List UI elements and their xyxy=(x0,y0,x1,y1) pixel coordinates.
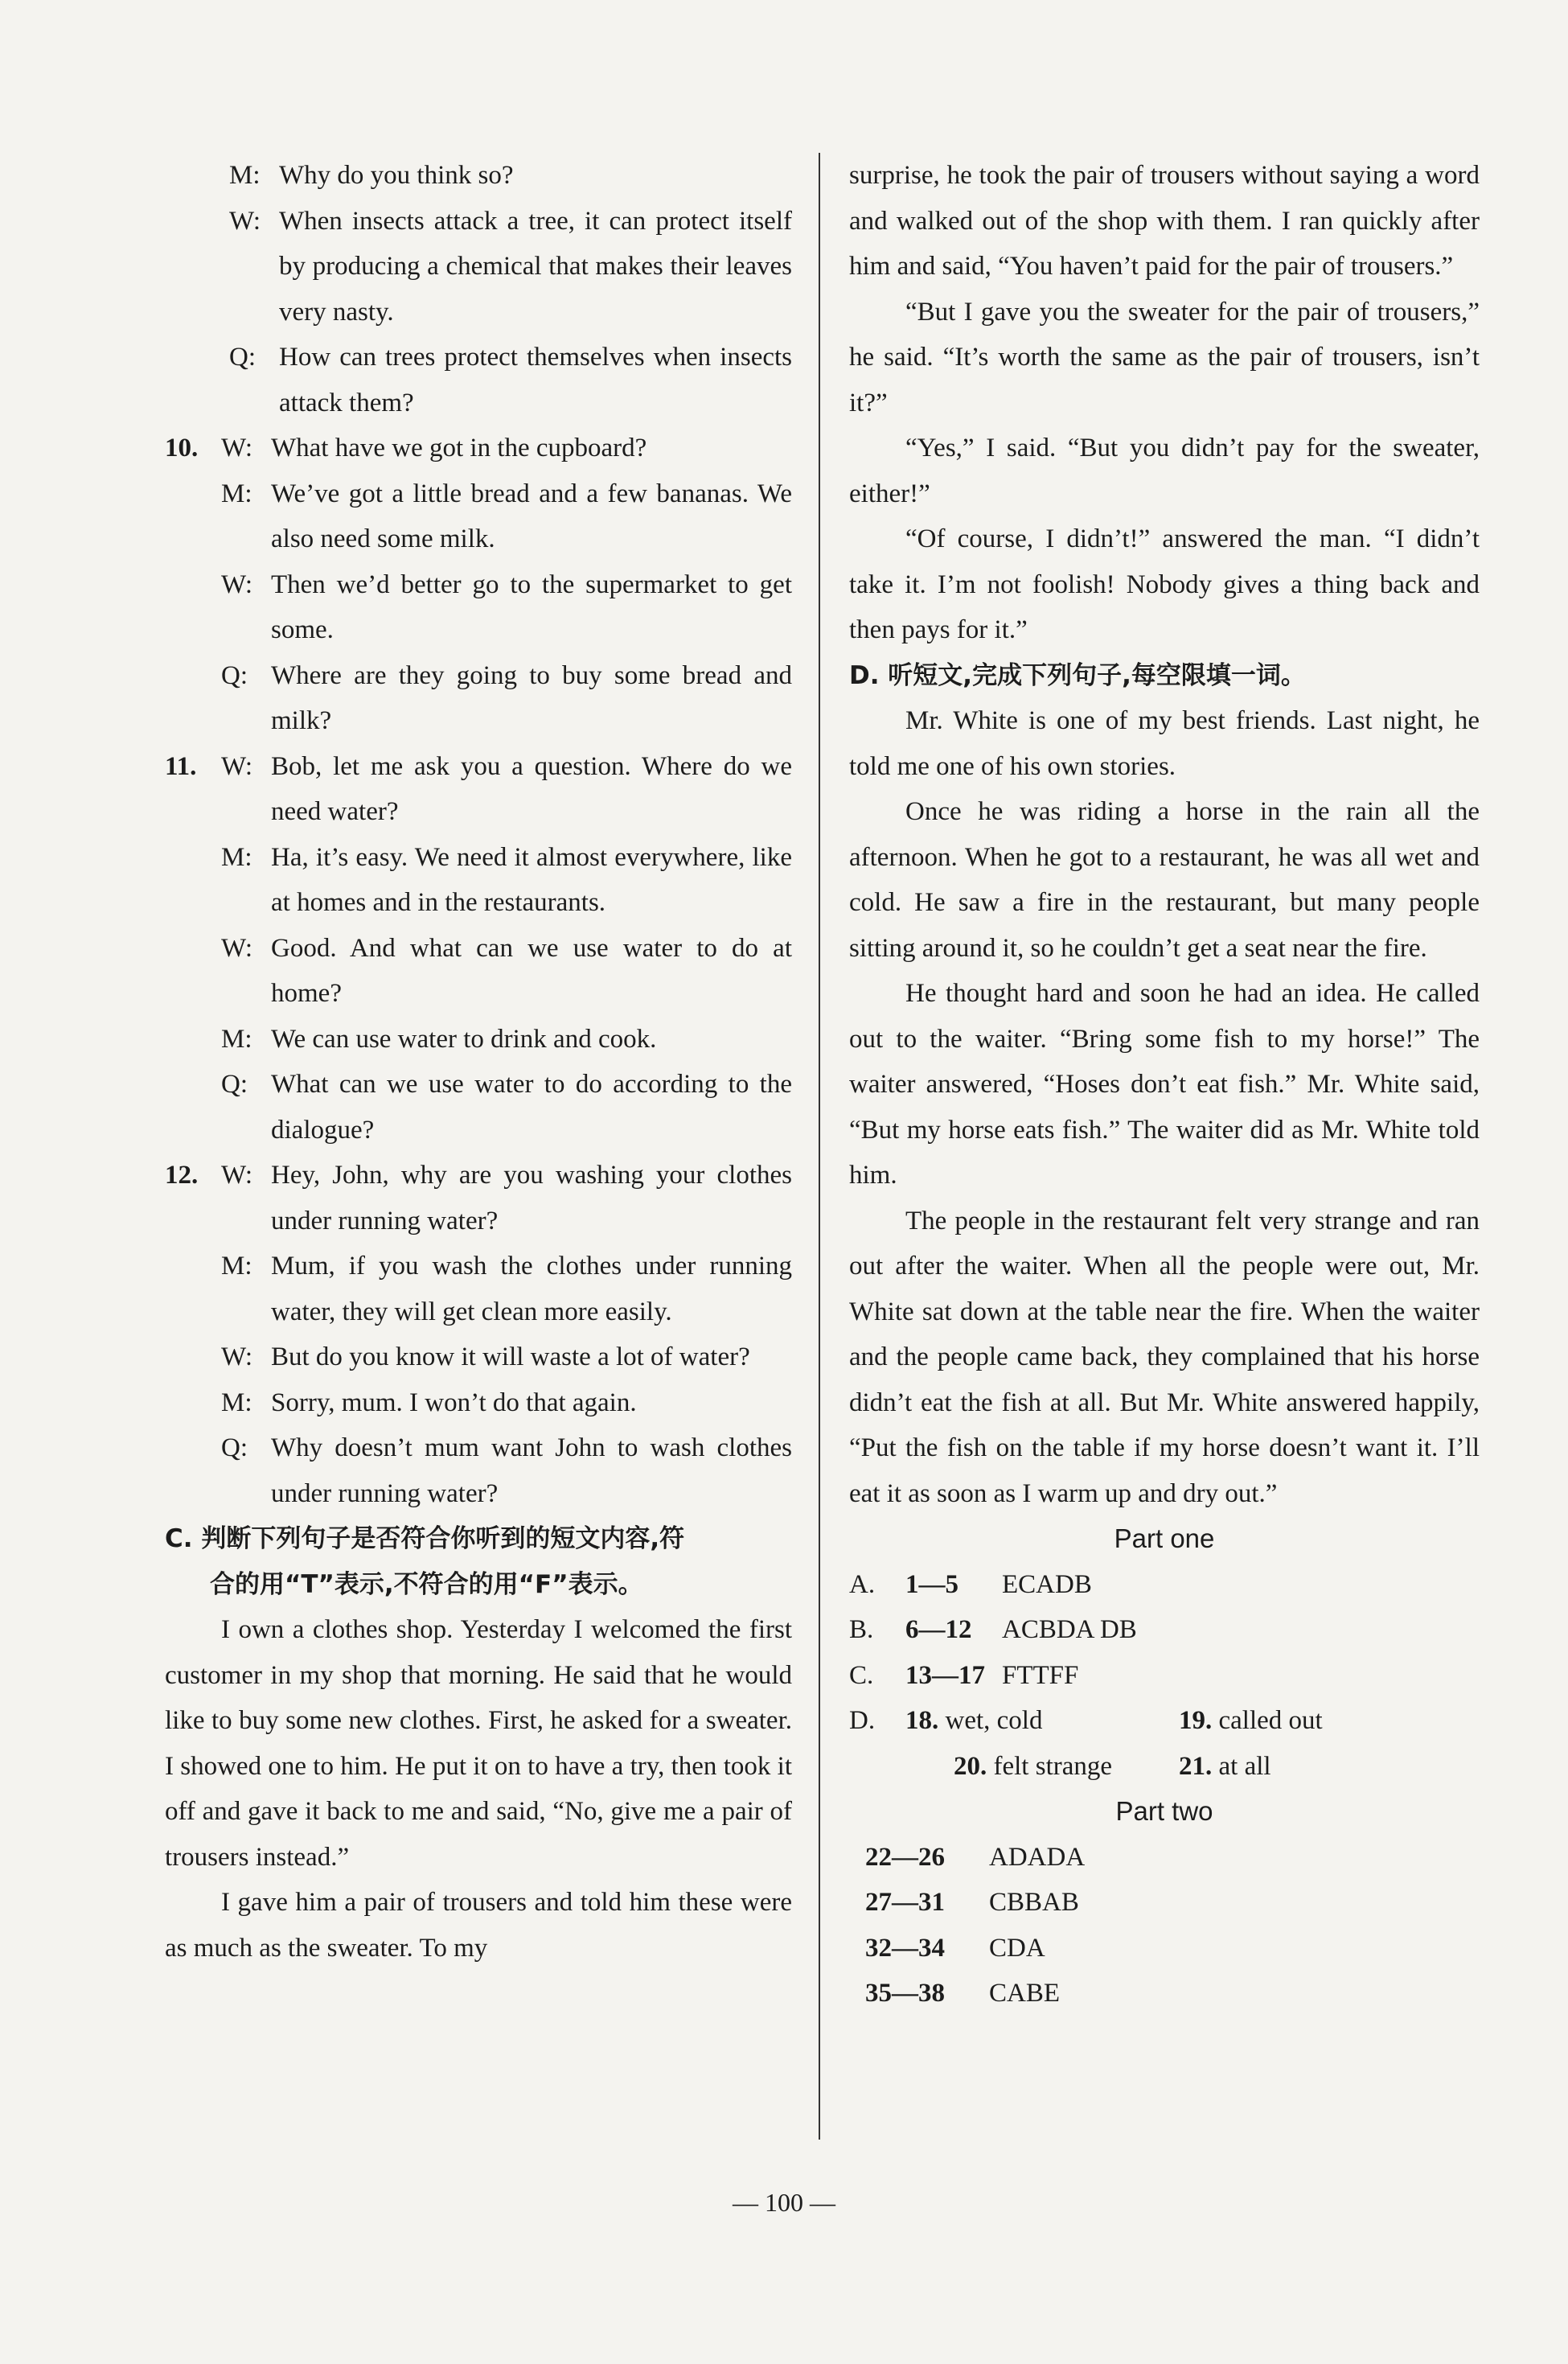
speaker-w: W: xyxy=(221,933,253,963)
question-number: 10. xyxy=(165,434,199,463)
answer-range: 22—26 xyxy=(865,1842,945,1872)
speaker-w: W: xyxy=(221,1342,253,1371)
speaker-w: W: xyxy=(221,569,253,599)
answer-row xyxy=(849,1562,1480,1608)
speaker-m: M: xyxy=(221,1252,252,1281)
left-column xyxy=(165,153,792,1971)
answer-row xyxy=(849,1926,1480,1971)
passage-paragraph: I gave him a pair of trousers and told him these were as much as the sweater. To my xyxy=(165,1888,792,1963)
dialogue-line xyxy=(165,1380,792,1426)
answer-range: 6—12 xyxy=(905,1615,972,1644)
question-number: 12. xyxy=(165,1161,199,1190)
answer-value: ADADA xyxy=(989,1842,1086,1872)
answer-row xyxy=(849,1880,1480,1926)
speaker-q: Q: xyxy=(229,343,256,372)
answer-value: felt strange xyxy=(993,1751,1113,1781)
dialogue-line xyxy=(165,562,792,653)
answer-value: ACBDA DB xyxy=(1002,1615,1137,1644)
answer-number: 19. xyxy=(1179,1706,1213,1735)
dialogue-text: Sorry, mum. I won’t do that again. xyxy=(271,1388,637,1417)
dialogue-text: Then we’d better go to the supermarket to get some. xyxy=(271,569,792,644)
answer-label: C. xyxy=(849,1660,874,1690)
right-column xyxy=(849,153,1480,2017)
answer-range: 13—17 xyxy=(905,1660,985,1690)
part-one-heading: Part one xyxy=(1114,1523,1215,1553)
dialogue-line xyxy=(165,199,792,335)
dialogue-text: Where are they going to buy some bread and milk? xyxy=(271,660,792,735)
dialogue-text: Why do you think so? xyxy=(279,161,514,190)
dialogue-text: What have we got in the cupboard? xyxy=(271,434,647,463)
answer-range: 32—34 xyxy=(865,1933,945,1963)
answer-range: 27—31 xyxy=(865,1888,945,1917)
dialogue-line xyxy=(165,1425,792,1516)
answer-label: D. xyxy=(849,1706,876,1735)
passage-paragraph: surprise, he took the pair of trousers without saying a word and walked out of the shop with them. I ran quickly after him and said, “You haven’t paid for the pair of trousers.” xyxy=(849,161,1480,281)
dialogue-text: Why doesn’t mum want John to wash clothes under running water? xyxy=(271,1433,792,1508)
speaker-q: Q: xyxy=(221,1433,248,1462)
answer-range: 1—5 xyxy=(905,1569,958,1599)
dialogue-text: How can trees protect themselves when insects attack them? xyxy=(279,343,792,417)
passage-paragraph: Mr. White is one of my best friends. Last night, he told me one of his own stories. xyxy=(849,706,1480,781)
speaker-m: M: xyxy=(221,842,252,872)
dialogue-line xyxy=(165,1017,792,1063)
dialogue-text: But do you know it will waste a lot of water? xyxy=(271,1342,750,1371)
page-number: — 100 — xyxy=(733,2188,835,2217)
question-number: 11. xyxy=(165,751,197,781)
speaker-w: W: xyxy=(229,206,261,236)
answer-label: A. xyxy=(849,1569,876,1599)
dialogue-line xyxy=(165,471,792,562)
answer-value: ECADB xyxy=(1002,1569,1092,1599)
dialogue-text: Mum, if you wash the clothes under running water, they will get clean more easily. xyxy=(271,1252,792,1326)
answer-value: FTTFF xyxy=(1002,1660,1079,1690)
section-c-heading: C. 判断下列句子是否符合你听到的短文内容,符 xyxy=(165,1524,685,1553)
speaker-m: M: xyxy=(221,1024,252,1054)
answer-label: B. xyxy=(849,1615,874,1644)
dialogue-line xyxy=(165,744,792,835)
speaker-m: M: xyxy=(221,479,252,508)
answer-row xyxy=(849,1971,1480,2017)
answer-value: wet, cold xyxy=(945,1706,1043,1735)
passage-paragraph: “Of course, I didn’t!” answered the man. “I didn’t take it. I’m not foolish! Nobody gives a thing back and then pays for it.” xyxy=(849,524,1480,644)
answer-value: CBBAB xyxy=(989,1888,1079,1917)
passage-paragraph: “But I gave you the sweater for the pair of trousers,” he said. “It’s worth the same as the pair of trousers, isn’t it?” xyxy=(849,297,1480,417)
dialogue-line xyxy=(165,426,792,471)
dialogue-line xyxy=(165,1334,792,1380)
speaker-q: Q: xyxy=(221,660,248,690)
passage-paragraph: The people in the restaurant felt very strange and ran out after the waiter. When all the people were out, Mr. White sat down at the table near the fire. When the waiter and the people came back, they complained that his horse didn’t eat the fish at all. But Mr. White answered happily, “Put the fish on the table if my horse doesn’t want it. I’ll eat it as soon as I warm up and dry out.” xyxy=(849,1206,1480,1508)
dialogue-text: When insects attack a tree, it can protect itself by producing a chemical that makes their leaves very nasty. xyxy=(279,206,792,327)
speaker-m: M: xyxy=(221,1388,252,1417)
answer-row xyxy=(849,1835,1480,1881)
section-d-heading: D. 听短文,完成下列句子,每空限填一词。 xyxy=(849,660,1306,690)
answer-number: 21. xyxy=(1179,1751,1213,1781)
dialogue-line xyxy=(165,1244,792,1334)
dialogue-line xyxy=(165,1153,792,1244)
passage-paragraph: I own a clothes shop. Yesterday I welcomed the first customer in my shop that morning. He said that he would like to buy some new clothes. First, he asked for a sweater. I showed one to him. He put it on to have a try, then took it off and gave it back to me and said, “No, give me a pair of trousers instead.” xyxy=(165,1615,792,1872)
passage-paragraph: He thought hard and soon he had an idea. He called out to the waiter. “Bring some fish to my horse!” The waiter answered, “Hoses don’t eat fish.” Mr. White said, “But my horse eats fish.” The waiter did as Mr. White told him. xyxy=(849,979,1480,1190)
answer-row-d xyxy=(849,1698,1480,1744)
dialogue-text: We can use water to drink and cook. xyxy=(271,1024,657,1054)
speaker-m: M: xyxy=(229,161,261,190)
dialogue-text: Hey, John, why are you washing your clothes under running water? xyxy=(271,1161,792,1235)
dialogue-line xyxy=(165,1062,792,1153)
answer-value: called out xyxy=(1218,1706,1323,1735)
section-c-heading-cont: 合的用“T”表示,不符合的用“F”表示。 xyxy=(210,1569,643,1599)
dialogue-line xyxy=(165,335,792,426)
speaker-w: W: xyxy=(221,1161,253,1190)
dialogue-line xyxy=(165,835,792,926)
answer-number: 20. xyxy=(954,1751,987,1781)
dialogue-text: Bob, let me ask you a question. Where do we need water? xyxy=(271,751,792,826)
dialogue-line xyxy=(165,926,792,1017)
passage-paragraph: Once he was riding a horse in the rain all the afternoon. When he got to a restaurant, he was all wet and cold. He saw a fire in the restaurant, but many people sitting around it, so he couldn’t get a seat near the fire. xyxy=(849,797,1480,963)
column-divider xyxy=(819,153,820,2140)
dialogue-text: What can we use water to do according to the dialogue? xyxy=(271,1070,792,1145)
dialogue-line xyxy=(165,153,792,199)
speaker-q: Q: xyxy=(221,1070,248,1099)
answer-row xyxy=(849,1653,1480,1699)
dialogue-text: We’ve got a little bread and a few bananas. We also need some milk. xyxy=(271,479,792,553)
answer-value: at all xyxy=(1218,1751,1271,1781)
answer-number: 18. xyxy=(905,1706,939,1735)
dialogue-text: Good. And what can we use water to do at home? xyxy=(271,933,792,1008)
speaker-w: W: xyxy=(221,434,253,463)
answer-row xyxy=(849,1607,1480,1653)
speaker-w: W: xyxy=(221,751,253,781)
part-two-heading: Part two xyxy=(1115,1796,1213,1826)
answer-range: 35—38 xyxy=(865,1979,945,2008)
dialogue-text: Ha, it’s easy. We need it almost everywhere, like at homes and in the restaurants. xyxy=(271,842,792,917)
passage-paragraph: “Yes,” I said. “But you didn’t pay for the sweater, either!” xyxy=(849,434,1480,508)
answer-value: CDA xyxy=(989,1933,1045,1963)
dialogue-line xyxy=(165,653,792,744)
answer-row-d-cont xyxy=(849,1744,1480,1790)
answer-value: CABE xyxy=(989,1979,1061,2008)
